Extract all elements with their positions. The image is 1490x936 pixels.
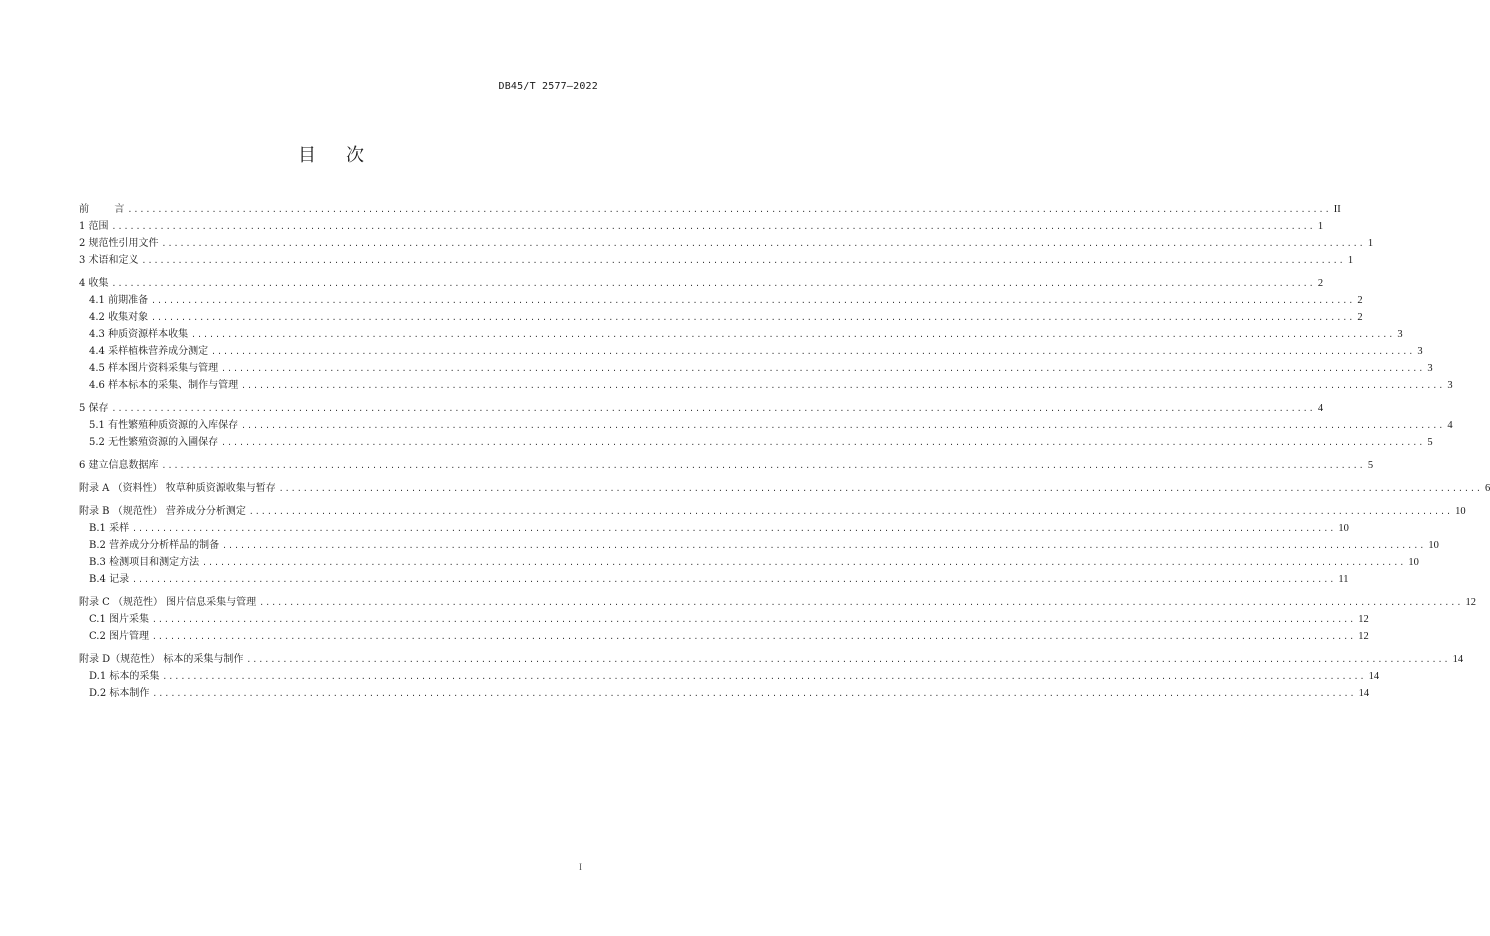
toc-entry-label: 4.1 前期准备 [89,295,149,306]
toc-subentry[interactable] [79,519,1349,536]
toc-entry[interactable] [79,251,1354,268]
toc-entry-label: 附录 A （资料性） 牧草种质资源收集与暂存 [79,483,276,494]
toc-entry-label: D.2 标本制作 [89,688,150,699]
toc-entry-label: 附录 D（规范性） 标本的采集与制作 [79,654,244,665]
toc-leader: ........................................................................................................................................................................................................ [259,598,1463,607]
toc-subentry[interactable] [79,291,1363,308]
toc-entry-label: 4 收集 [79,278,109,289]
toc-leader: ........................................................................................................................................................................................................ [141,256,1345,265]
toc-entry-label: D.1 标本的采集 [89,671,160,682]
toc-entry-page: 3 [1417,346,1423,357]
toc-entry-label: B.2 营养成分分析样品的制备 [89,540,220,551]
toc-entry-page: 11 [1338,574,1349,585]
toc-entry-label: B.1 采样 [89,523,130,534]
title-char-1: 目 [298,145,316,166]
page-number: I [579,862,582,872]
toc-entry-label: 4.3 种质资源样本收集 [89,329,189,340]
toc-leader: ........................................................................................................................................................................................................ [248,507,1453,516]
toc-entry-label: 1 范围 [79,221,109,232]
toc-leader: ........................................................................................................................................................................................................ [151,313,1355,322]
toc-entry-page: 3 [1447,380,1453,391]
toc-entry-page: 3 [1397,329,1403,340]
toc-subentry[interactable] [79,376,1453,393]
toc-entry-page: 12 [1358,614,1369,625]
toc-leader: ........................................................................................................................................................................................................ [152,632,1356,641]
toc-leader: ........................................................................................................................................................................................................ [221,364,1425,373]
toc-entry-label: 4.6 样本标本的采集、制作与管理 [89,380,239,391]
toc-entry-page: 3 [1427,363,1433,374]
toc-entry-label: B.3 检测项目和测定方法 [89,557,200,568]
toc-subentry[interactable] [79,416,1453,433]
toc-entry-page: 5 [1427,437,1433,448]
toc-subentry[interactable] [79,627,1369,644]
toc-leader: ........................................................................................................................................................................................................ [132,575,1336,584]
toc-leader: ........................................................................................................................................................................................................ [211,347,1415,356]
toc-entry-label: 附录 C （规范性） 图片信息采集与管理 [79,597,257,608]
toc-leader: ........................................................................................................................................................................................................ [278,484,1483,493]
toc-entry-label: 5 保存 [79,403,109,414]
toc-entry-page: 4 [1317,403,1324,414]
toc-entry-page: 12 [1465,597,1476,608]
document-code: DB45/T 2577—2022 [498,81,598,92]
toc-entry[interactable] [79,593,1476,610]
toc-leader: ........................................................................................................................................................................................................ [162,672,1366,681]
toc-entry[interactable] [79,234,1374,251]
toc-entry-label: 5.2 无性繁殖资源的入圃保存 [89,437,219,448]
toc-entry-page: 12 [1358,631,1369,642]
toc-entry[interactable] [79,456,1374,473]
toc-entry[interactable] [79,502,1466,519]
toc-entry[interactable] [79,650,1464,667]
toc-leader: ........................................................................................................................................................................................................ [152,689,1356,698]
toc-entry-page: 1 [1347,255,1354,266]
toc-entry-page: 5 [1367,460,1374,471]
title-char-2: 次 [346,145,364,166]
toc-entry-label: 6 建立信息数据库 [79,460,159,471]
toc-leader: ........................................................................................................................................................................................................ [202,558,1406,567]
toc-subentry[interactable] [79,325,1403,342]
toc-entry-label: 4.5 样本图片资料采集与管理 [89,363,219,374]
toc-entry[interactable] [79,479,1490,496]
toc-entry[interactable] [79,399,1324,416]
toc-subentry[interactable] [79,359,1433,376]
toc-entry-page: 10 [1428,540,1439,551]
toc-entry[interactable] [79,217,1324,234]
toc-entry-page: II [1333,204,1341,215]
toc-leader: ........................................................................................................................................................................................................ [111,279,1315,288]
toc-subentry[interactable] [79,536,1439,553]
toc-subentry[interactable] [79,553,1419,570]
toc-entry-page: 1 [1317,221,1324,232]
toc-subentry[interactable] [79,433,1433,450]
page-title [0,141,662,167]
toc-subentry[interactable] [79,667,1380,684]
toc-leader: ........................................................................................................................................................................................................ [191,330,1395,339]
toc-leader: ........................................................................................................................................................................................................ [151,296,1355,305]
toc-entry-label: B.4 记录 [89,574,130,585]
toc-subentry[interactable] [79,610,1369,627]
toc-entry-label: 5.1 有性繁殖种质资源的入库保存 [89,420,239,431]
toc-leader: ........................................................................................................................................................................................................ [222,541,1426,550]
toc-leader: ........................................................................................................................................................................................................ [161,461,1365,470]
toc-entry-label: 2 规范性引用文件 [79,238,159,249]
toc-entry-label: C.2 图片管理 [89,631,150,642]
toc-entry-label: 4.4 采样植株营养成分测定 [89,346,209,357]
toc-entry-page: 14 [1452,654,1464,665]
toc-entry-page: 10 [1338,523,1349,534]
toc-entry-label: 3 术语和定义 [79,255,139,266]
toc-entry[interactable] [79,200,1341,217]
toc-entry[interactable] [79,274,1324,291]
toc-entry-page: 1 [1367,238,1374,249]
toc-entry-label: C.1 图片采集 [89,614,150,625]
toc-entry-page: 4 [1447,420,1453,431]
toc-entry-label: 前 言 [79,204,125,215]
toc-entry-page: 6 [1485,483,1490,494]
toc-leader: ........................................................................................................................................................................................................ [132,524,1336,533]
toc-subentry[interactable] [79,342,1423,359]
table-of-contents [79,200,1490,701]
toc-entry-page: 14 [1368,671,1380,682]
toc-entry-page: 2 [1317,278,1324,289]
toc-subentry[interactable] [79,308,1363,325]
toc-entry-page: 2 [1357,312,1363,323]
toc-leader: ........................................................................................................................................................................................................ [161,239,1365,248]
toc-entry-page: 10 [1455,506,1466,517]
toc-leader: ........................................................................................................................................................................................................ [241,381,1445,390]
toc-leader: ........................................................................................................................................................................................................ [221,438,1425,447]
toc-leader: ........................................................................................................................................................................................................ [111,222,1315,231]
toc-entry-page: 2 [1357,295,1363,306]
toc-leader: ........................................................................................................................................................................................................ [127,205,1331,214]
toc-leader: ........................................................................................................................................................................................................ [111,404,1315,413]
toc-leader: ........................................................................................................................................................................................................ [246,655,1450,664]
toc-subentry[interactable] [79,570,1349,587]
toc-leader: ........................................................................................................................................................................................................ [152,615,1356,624]
toc-entry-page: 14 [1358,688,1370,699]
toc-leader: ........................................................................................................................................................................................................ [241,421,1445,430]
toc-entry-label: 附录 B （规范性） 营养成分分析测定 [79,506,246,517]
toc-entry-label: 4.2 收集对象 [89,312,149,323]
toc-entry-page: 10 [1408,557,1419,568]
toc-subentry[interactable] [79,684,1370,701]
